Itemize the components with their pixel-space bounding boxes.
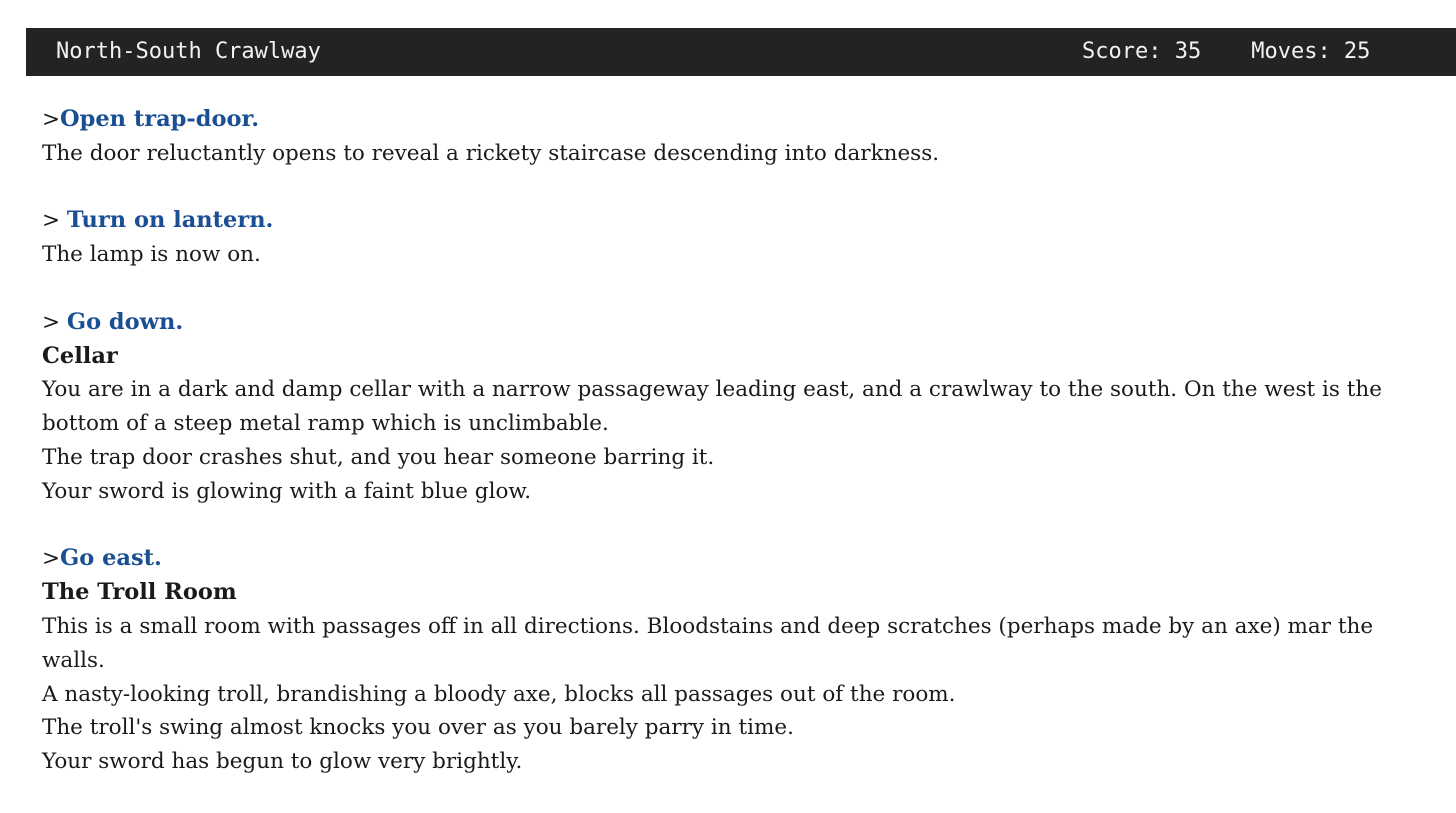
status-bar: [26, 28, 1456, 76]
transcript-turn: [42, 542, 1442, 779]
command-prompt: >: [42, 208, 67, 234]
moves-display: Moves: 25: [1251, 39, 1371, 64]
response-line: The lamp is now on.: [42, 242, 261, 268]
player-command: Go down.: [66, 308, 184, 335]
command-prompt: >: [42, 309, 67, 335]
command-line: [42, 306, 1442, 340]
transcript-turn: [42, 103, 1442, 171]
room-title: The Troll Room: [42, 579, 237, 606]
player-command: Open trap-door.: [60, 106, 260, 132]
transcript-turn: [42, 306, 1442, 509]
score-display: Score: 35: [1082, 39, 1202, 64]
response-line: Your sword is glowing with a faint blue glow.: [42, 478, 532, 504]
transcript-turn: [42, 204, 1442, 272]
response-line: A nasty-looking troll, brandishing a bloody axe, blocks all passages out of the room.: [42, 681, 956, 707]
response-line: Your sword has begun to glow very brightly.: [42, 749, 523, 775]
command-line: [42, 103, 1442, 137]
status-stats: [1082, 28, 1370, 76]
game-transcript[interactable]: [42, 103, 1442, 813]
response-line: The door reluctantly opens to reveal a rickety staircase descending into darkness.: [42, 140, 940, 166]
command-line: [42, 204, 1442, 238]
response-line: The troll's swing almost knocks you over as you barely parry in time.: [42, 715, 794, 741]
room-title: Cellar: [42, 342, 118, 369]
room-description: This is a small room with passages off in all directions. Bloodstains and deep scratches (perhaps made by an axe) mar the walls.: [42, 613, 1374, 673]
command-line: [42, 542, 1442, 576]
player-command: Turn on lantern.: [66, 207, 274, 234]
command-prompt: >: [42, 546, 61, 572]
current-location: North-South Crawlway: [56, 39, 321, 64]
response-line: The trap door crashes shut, and you hear someone barring it.: [42, 444, 715, 470]
command-prompt: >: [42, 107, 61, 132]
room-description: You are in a dark and damp cellar with a narrow passageway leading east, and a crawlway to the south. On the west is the bottom of a steep metal ramp which is unclimbable.: [42, 377, 1382, 437]
player-command: Go east.: [60, 545, 162, 572]
